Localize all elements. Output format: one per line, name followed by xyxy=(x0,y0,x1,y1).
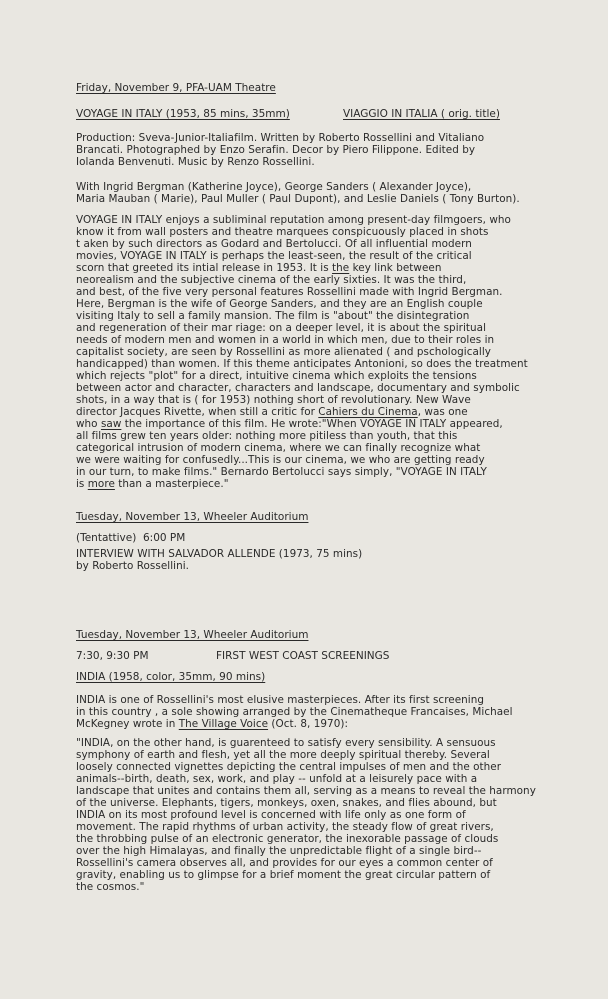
film3-quote xyxy=(76,737,536,893)
text-line: all films grew ten years older: nothing more pitiless than youth, that this xyxy=(76,430,458,442)
text-line: visiting Italy to sell a family mansion. The film is "about" the disintegration xyxy=(76,310,470,322)
film3-screenings-note: FIRST WEST COAST SCREENINGS xyxy=(216,650,390,662)
text-line: over the high Himalayas, and finally the unpredictable flight of a single bird-- xyxy=(76,845,482,857)
text-line: is more than a masterpiece." xyxy=(76,478,229,490)
emphasis-underline: the xyxy=(332,262,350,274)
text-line: animals--birth, death, sex, work, and play -- unfold at a leisurely pace with a xyxy=(76,773,478,785)
text-line: categorical intrusion of modern cinema, where we can finally recognize what xyxy=(76,442,481,454)
film2-date-venue: Tuesday, November 13, Wheeler Auditorium xyxy=(76,511,309,523)
text-line: the cosmos." xyxy=(76,881,145,893)
text-line: which rejects "plot" for a direct, intuitive cinema which exploits the tensions xyxy=(76,370,477,382)
film1-date-venue: Friday, November 9, PFA-UAM Theatre xyxy=(76,82,276,94)
text-line: of the universe. Elephants, tigers, monkeys, oxen, snakes, and flies abound, but xyxy=(76,797,497,809)
text-line: between actor and character, characters and landscape, documentary and symbolic xyxy=(76,382,520,394)
text-line: symphony of earth and flesh, yet all the more deeply spiritual thereby. Several xyxy=(76,749,490,761)
text-line: Production: Sveva-Junior-Italiafilm. Written by Roberto Rossellini and Vitaliano xyxy=(76,132,485,144)
film2-title-block xyxy=(76,548,362,572)
text-line: Maria Mauban ( Marie), Paul Muller ( Paul Dupont), and Leslie Daniels ( Tony Burton). xyxy=(76,193,520,205)
film3-title: INDIA (1958, color, 35mm, 90 mins) xyxy=(76,671,266,683)
text-line: scorn that greeted its intial release in 1953. It is the key link between xyxy=(76,262,442,274)
text-line: shots, in a way that is ( for 1953) nothing short of revolutionary. New Wave xyxy=(76,394,471,406)
film1-original-title: VIAGGIO IN ITALIA ( orig. title) xyxy=(343,108,500,120)
text-line: loosely connected vignettes depicting the central impulses of men and the other xyxy=(76,761,502,773)
film3-intro xyxy=(76,694,513,730)
emphasis-underline: saw xyxy=(100,418,122,430)
film1-title: VOYAGE IN ITALY (1953, 85 mins, 35mm) xyxy=(76,108,290,120)
text-line: With Ingrid Bergman (Katherine Joyce), George Sanders ( Alexander Joyce), xyxy=(76,181,472,193)
film1-production-credits xyxy=(76,132,484,168)
text-line: t aken by such directors as Godard and Bertolucci. Of all influential modern xyxy=(76,238,472,250)
film3-date-venue: Tuesday, November 13, Wheeler Auditorium xyxy=(76,629,309,641)
text-line: VOYAGE IN ITALY enjoys a subliminal reputation among present-day filmgoers, who xyxy=(76,214,511,226)
publication-title: Cahiers du Cinema xyxy=(318,406,418,418)
film1-cast xyxy=(76,181,520,205)
text-line: movement. The rapid rhythms of urban activity, the steady flow of great rivers, xyxy=(76,821,494,833)
film3-times: 7:30, 9:30 PM xyxy=(76,650,149,662)
text-line: director Jacques Rivette, when still a critic for Cahiers du Cinema, was one xyxy=(76,406,468,418)
film2-byline: by Roberto Rossellini. xyxy=(76,560,190,572)
text-line: Iolanda Benvenuti. Music by Renzo Rossellini. xyxy=(76,156,315,168)
text-line: gravity, enabling us to glimpse for a brief moment the great circular pattern of xyxy=(76,869,491,881)
film1-essay xyxy=(76,214,528,490)
text-line: Rossellini's camera observes all, and provides for our eyes a common center of xyxy=(76,857,493,869)
film2-time: (Tentattive) 6:00 PM xyxy=(76,532,186,544)
text-line: in our turn, to make films." Bernardo Bertolucci says simply, "VOYAGE IN ITALY xyxy=(76,466,487,478)
publication-title: The Village Voice xyxy=(178,718,269,730)
text-line: INDIA is one of Rossellini's most elusive masterpieces. After its first screening xyxy=(76,694,485,706)
text-line: and regeneration of their mar riage: on a deeper level, it is about the spiritual xyxy=(76,322,487,334)
text-line: Here, Bergman is the wife of George Sanders, and they are an English couple xyxy=(76,298,483,310)
text-line: INDIA on its most profound level is concerned with life only as one form of xyxy=(76,809,466,821)
text-line: know it from wall posters and theatre marquees conspicuously placed in shots xyxy=(76,226,489,238)
text-line: who saw the importance of this film. He wrote:"When VOYAGE IN ITALY appeared, xyxy=(76,418,503,430)
text-line: movies, VOYAGE IN ITALY is perhaps the least-seen, the result of the critical xyxy=(76,250,472,262)
text-line: Brancati. Photographed by Enzo Serafin. Decor by Piero Filippone. Edited by xyxy=(76,144,476,156)
text-line: capitalist society, are seen by Rossellini as more alienated ( and pschologically xyxy=(76,346,491,358)
emphasis-underline: more xyxy=(87,478,115,490)
text-line: handicapped) than women. If this theme anticipates Antonioni, so does the treatment xyxy=(76,358,528,370)
text-line: McKegney wrote in The Village Voice (Oct. 8, 1970): xyxy=(76,718,349,730)
text-line: the throbbing pulse of an electronic generator, the inexorable passage of clouds xyxy=(76,833,499,845)
text-line: landscape that unites and contains them all, serving as a means to reveal the harmony xyxy=(76,785,536,797)
film2-title: INTERVIEW WITH SALVADOR ALLENDE (1973, 75 mins) xyxy=(76,548,363,560)
text-line: neorealism and the subjective cinema of the early sixties. It was the third, xyxy=(76,274,467,286)
text-line: needs of modern men and women in a world in which men, due to their roles in xyxy=(76,334,495,346)
text-line: "INDIA, on the other hand, is guarenteed to satisfy every sensibility. A sensuous xyxy=(76,737,496,749)
text-line: and best, of the five very personal features Rossellini made with Ingrid Bergman. xyxy=(76,286,503,298)
text-line: in this country , a sole showing arranged by the Cinematheque Francaises, Michael xyxy=(76,706,513,718)
text-line: we were waiting for confusedly...This is our cinema, we who are getting ready xyxy=(76,454,485,466)
